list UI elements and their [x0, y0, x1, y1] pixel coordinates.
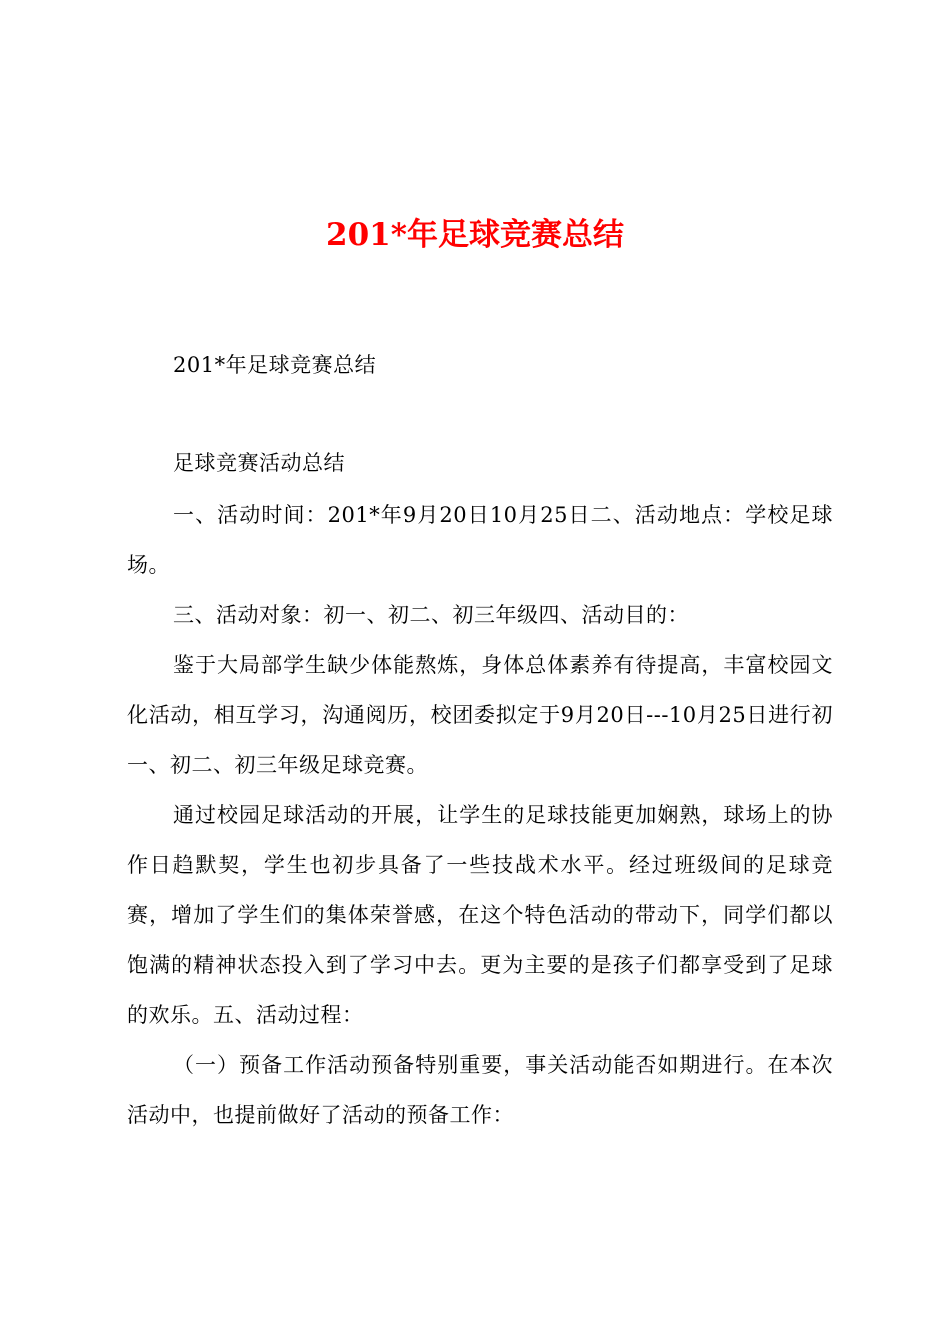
- document-subtitle: 201*年足球竞赛总结: [173, 353, 377, 377]
- paragraph-time-location: 一、活动时间：201*年9月20日10月25日二、活动地点：学校足球场。: [127, 503, 833, 577]
- section-heading: 足球竞赛活动总结: [173, 451, 345, 475]
- document-title: 201*年足球竞赛总结: [326, 217, 624, 253]
- paragraph-outcomes: 通过校园足球活动的开展，让学生的足球技能更加娴熟，球场上的协作日趋默契，学生也初步具备了一些技战术水平。经过班级间的足球竞赛，增加了学生们的集体荣誉感，在这个特色活动的带动下，同学们都以饱满的精神状态投入到了学习中去。更为主要的是孩子们都享受到了足球的欢乐。五、活动过程：: [127, 803, 833, 1027]
- paragraph-participants: 三、活动对象：初一、初二、初三年级四、活动目的：: [173, 603, 689, 627]
- paragraph-preparation: （一）预备工作活动预备特别重要，事关活动能否如期进行。在本次活动中，也提前做好了活动的预备工作：: [127, 1053, 833, 1127]
- paragraph-purpose: 鉴于大局部学生缺少体能熬炼，身体总体素养有待提高，丰富校园文化活动，相互学习，沟通阅历，校团委拟定于9月20日---10月25日进行初一、初二、初三年级足球竞赛。: [127, 653, 833, 777]
